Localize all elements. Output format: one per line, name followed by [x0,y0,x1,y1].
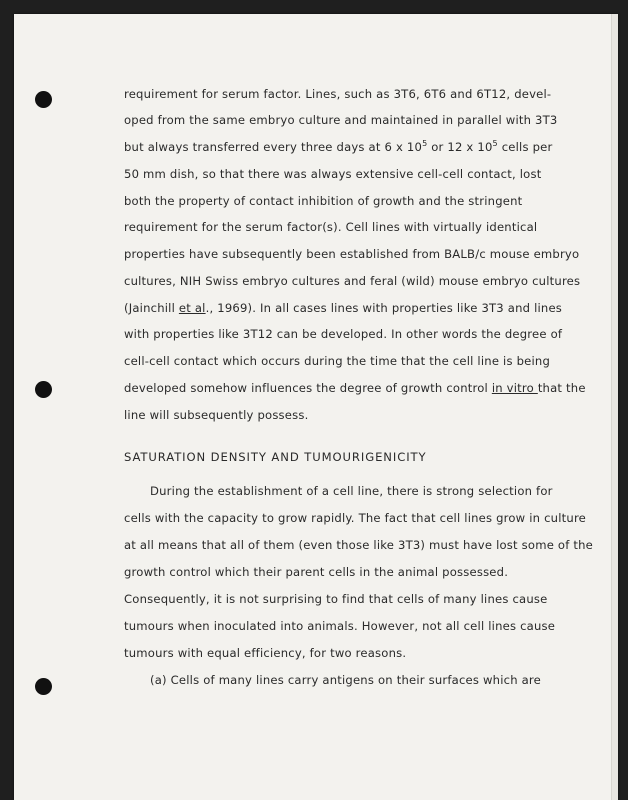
text-line: cells with the capacity to grow rapidly. The fact that cell lines grow in culture [124,511,586,525]
text-line [124,301,562,315]
text-line: both the property of contact inhibition of growth and the stringent [124,194,523,208]
text-line: properties have subsequently been established from BALB/c mouse embryo [124,247,580,261]
underlined-text: et al [178,301,206,315]
superscript: 5 [492,139,498,148]
page-edge [611,14,618,800]
text-line: Consequently, it is not surprising to find that cells of many lines cause [124,592,548,606]
punch-hole [35,381,52,398]
document-page [14,14,618,800]
text-run: cells per [497,140,553,154]
text-run: developed somehow influences the degree of growth control [124,381,492,395]
text-run: ., 1969). In all cases lines with properties like 3T3 and lines [205,301,563,315]
text-line: cell-cell contact which occurs during the time that the cell line is being [124,354,551,368]
superscript: 5 [422,139,428,148]
text-line: tumours with equal efficiency, for two reasons. [124,646,407,660]
text-line: cultures, NIH Swiss embryo cultures and feral (wild) mouse embryo cultures [124,274,581,288]
text-line: oped from the same embryo culture and maintained in parallel with 3T3 [124,113,558,127]
text-run: or 12 x 10 [427,140,493,154]
text-line: line will subsequently possess. [124,408,309,422]
text-line [124,140,552,154]
list-item-a: (a) Cells of many lines carry antigens on their surfaces which are [150,673,541,687]
text-line [124,381,586,395]
text-line: with properties like 3T12 can be developed. In other words the degree of [124,327,563,341]
section-heading: SATURATION DENSITY AND TUMOURIGENICITY [124,450,427,464]
text-line: requirement for serum factor. Lines, such as 3T6, 6T6 and 6T12, devel- [124,87,552,101]
text-run: that the [537,381,586,395]
text-line: requirement for the serum factor(s). Cell lines with virtually identical [124,220,538,234]
punch-hole [35,678,52,695]
text-line: During the establishment of a cell line, there is strong selection for [150,484,553,498]
punch-hole [35,91,52,108]
text-line: growth control which their parent cells in the animal possessed. [124,565,509,579]
text-line: tumours when inoculated into animals. However, not all cell lines cause [124,619,556,633]
text-line: at all means that all of them (even those like 3T3) must have lost some of the [124,538,593,552]
underlined-text: in vitro [491,381,538,395]
text-run: (Jainchill [124,301,179,315]
text-line: 50 mm dish, so that there was always extensive cell-cell contact, lost [124,167,542,181]
text-run: but always transferred every three days at 6 x 10 [124,140,423,154]
